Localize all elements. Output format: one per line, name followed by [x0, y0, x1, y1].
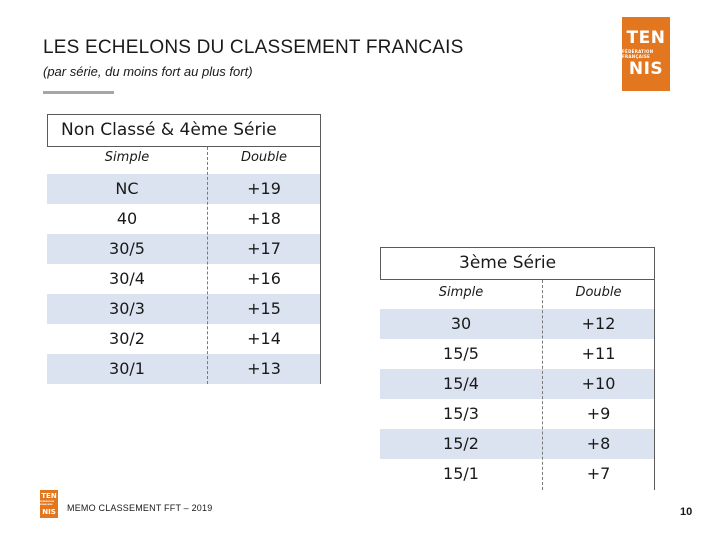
logo-text-top: TEN — [626, 28, 666, 48]
logo-text-bottom: NIS — [628, 59, 664, 79]
table-row — [380, 339, 655, 369]
table-row — [380, 459, 655, 489]
column-header-simple: Simple — [438, 285, 484, 300]
table-heading: Non Classé & 4ème Série — [47, 114, 321, 147]
table-row — [47, 354, 321, 384]
cell-simple: 15/1 — [443, 464, 479, 483]
cell-simple: 15/5 — [443, 344, 479, 363]
logo-text-middle: FÉDÉRATION FRANÇAISE — [40, 501, 55, 506]
table-row — [380, 309, 655, 339]
cell-simple: 30/1 — [109, 359, 145, 378]
cell-simple: 15/2 — [443, 434, 479, 453]
cell-double: +15 — [247, 299, 281, 318]
cell-simple: 30 — [450, 314, 472, 333]
page-subtitle: (par série, du moins fort au plus fort) — [43, 64, 253, 79]
table-non-classe-4eme-serie — [47, 114, 321, 384]
column-divider — [207, 147, 209, 384]
cell-simple: 30/4 — [109, 269, 145, 288]
cell-double: +9 — [586, 404, 611, 423]
table-3eme-serie — [380, 247, 655, 490]
column-header-double: Double — [575, 285, 622, 300]
footer-text: MEMO CLASSEMENT FFT – 2019 — [67, 503, 213, 513]
tennis-logo — [622, 17, 670, 91]
cell-double: +10 — [581, 374, 616, 393]
page-number: 10 — [680, 506, 693, 518]
table-row — [380, 369, 655, 399]
logo-text-middle: FÉDÉRATION FRANÇAISE — [622, 49, 654, 59]
logo-text-bottom: NIS — [42, 508, 56, 516]
column-header-simple: Simple — [104, 150, 150, 165]
table-heading: 3ème Série — [380, 247, 655, 280]
cell-double: +7 — [586, 464, 611, 483]
cell-double: +16 — [247, 269, 281, 288]
column-divider — [542, 280, 544, 490]
logo-text-top: TEN — [41, 492, 57, 500]
cell-double: +19 — [247, 179, 281, 198]
table-border — [654, 280, 655, 490]
cell-simple: NC — [115, 179, 139, 198]
cell-simple: 30/2 — [109, 329, 145, 348]
table-row — [47, 294, 321, 324]
cell-double: +17 — [247, 239, 281, 258]
table-row — [380, 429, 655, 459]
table-row — [47, 204, 321, 234]
cell-double: +11 — [581, 344, 616, 363]
table-row — [380, 399, 655, 429]
cell-simple: 15/3 — [443, 404, 479, 423]
cell-simple: 15/4 — [443, 374, 479, 393]
table-row — [47, 324, 321, 354]
title-underline — [43, 91, 114, 94]
table-row — [47, 174, 321, 204]
cell-double: +14 — [247, 329, 281, 348]
cell-double: +12 — [581, 314, 616, 333]
column-header-double: Double — [240, 150, 288, 165]
table-row — [47, 234, 321, 264]
cell-double: +13 — [247, 359, 281, 378]
table-row — [47, 264, 321, 294]
page-title: LES ECHELONS DU CLASSEMENT FRANCAIS — [43, 37, 464, 58]
cell-double: +8 — [586, 434, 611, 453]
cell-simple: 30/5 — [109, 239, 145, 258]
cell-simple: 40 — [116, 209, 138, 228]
tennis-logo-small — [40, 490, 58, 518]
table-border — [320, 147, 321, 384]
cell-double: +18 — [247, 209, 281, 228]
cell-simple: 30/3 — [109, 299, 145, 318]
